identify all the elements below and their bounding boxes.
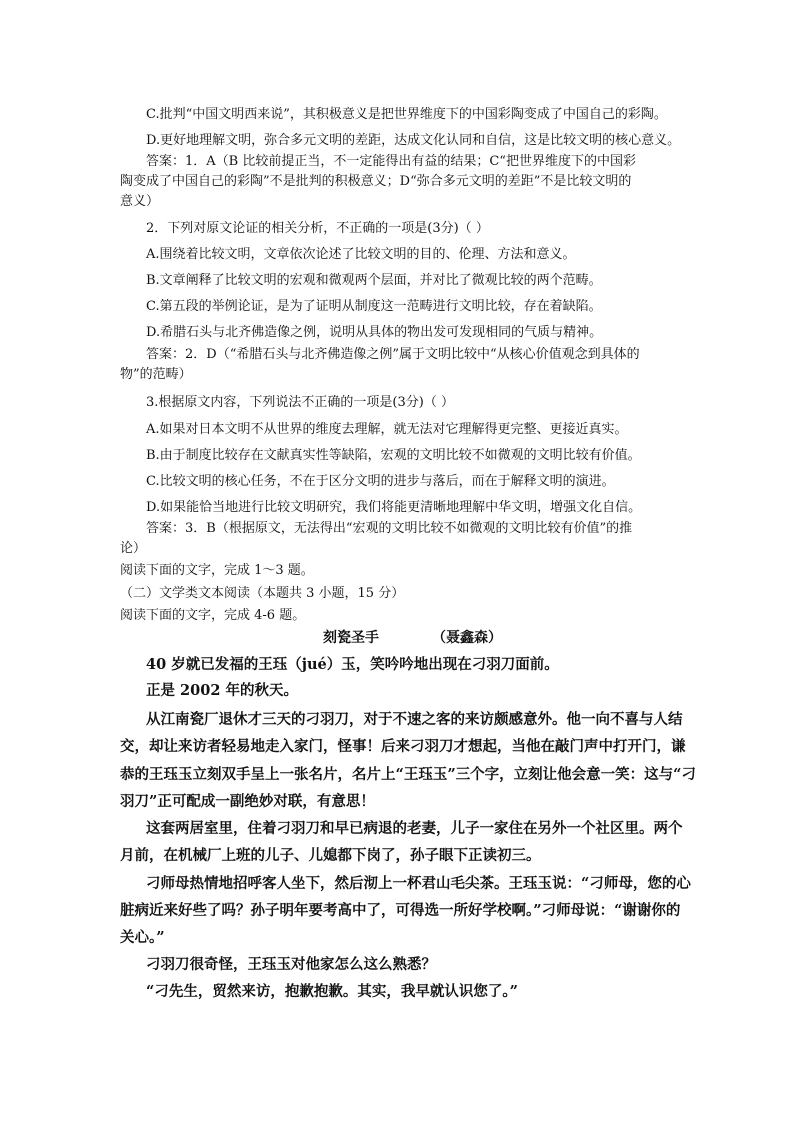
q2-stem: 2．下列对原文论证的相关分析，不正确的一项是(3分)（ ）: [146, 221, 489, 236]
story-paragraph-5-line-3: 关心。”: [120, 929, 165, 946]
instruction-read-1: 阅读下面的文字，完成 1～3 题。: [120, 563, 314, 578]
q3-option-a: A.如果对日本文明不从世界的维度去理解，就无法对它理解得更完整、更接近真实。: [146, 422, 628, 437]
story-paragraph-2: 正是 2002 年的秋天。: [146, 682, 298, 699]
q2-option-b: B.文章阐释了比较文明的宏观和微观两个层面，并对比了微观比较的两个范畴。: [146, 273, 602, 288]
story-paragraph-3-line-2: 交，却让来访者轻易地走入家门，怪事！后来刁羽刀才想起，当他在敲门声中打开门，谦: [120, 738, 686, 755]
q2-answer-line-2: 物”的范畴）: [120, 367, 192, 382]
story-paragraph-4-line-2: 月前，在机械厂上班的儿子、儿媳都下岗了，孙子眼下正读初三。: [120, 847, 541, 864]
story-title: 刻瓷圣手: [323, 630, 379, 646]
q1-answer-line-1: 答案：1．A（B 比较前提正当，不一定能得出有益的结果；C“把世界维度下的中国彩: [146, 154, 636, 169]
story-paragraph-5-line-2: 脏病近来好些了吗？孙子明年要考高中了，可得选一所好学校啊。”刁师母说：“谢谢你的: [120, 902, 681, 919]
q3-option-b: B.由于制度比较存在文献真实性等缺陷，宏观的文明比较不如微观的文明比较有价值。: [146, 448, 641, 463]
story-paragraph-7: “刁先生，贸然来访，抱歉抱歉。其实，我早就认识您了。”: [146, 983, 518, 1000]
story-paragraph-4-line-1: 这套两居室里，住着刁羽刀和早已病退的老妻，儿子一家住在另外一个社区里。两个: [146, 820, 683, 837]
story-paragraph-1: 40 岁就已发福的王珏（jué）玉，笑吟吟地出现在刁羽刀面前。: [146, 656, 559, 673]
q3-answer-line-1: 答案：3．B（根据原文，无法得出“宏观的文明比较不如微观的文明比较有价值”的推: [146, 521, 633, 536]
q2-option-c: C.第五段的举例论证，是为了证明从制度这一范畴进行文明比较，存在着缺陷。: [146, 299, 602, 314]
q2-option-d: D.希腊石头与北齐佛造像之例，说明从具体的物出发可发现相同的气质与精神。: [146, 325, 603, 340]
q1-answer-line-2: 陶变成了中国自己的彩陶”不是批判的积极意义；D“弥合多元文明的差距”不是比较文明的: [120, 174, 632, 189]
story-paragraph-3-line-1: 从江南瓷厂退休才三天的刁羽刀，对于不速之客的来访颇感意外。他一向不喜与人结: [146, 711, 683, 728]
story-paragraph-3-line-3: 恭的王珏玉立刻双手呈上一张名片，名片上“王珏玉”三个字，立刻让他会意一笑：这与“刁: [120, 766, 697, 783]
q2-option-a: A.围绕着比较文明，文章依次论述了比较文明的目的、伦理、方法和意义。: [146, 247, 576, 262]
q1-option-d: D.更好地理解文明，弥合多元文明的差距，达成文化认同和自信，这是比较文明的核心意义。: [146, 133, 681, 148]
story-author: （聂鑫森）: [432, 630, 502, 646]
q1-option-c: C.批判“中国文明西来说”，其积极意义是把世界维度下的中国彩陶变成了中国自己的彩陶。: [146, 107, 667, 122]
q3-option-d: D.如果能恰当地进行比较文明研究，我们将能更清晰地理解中华文明，增强文化自信。: [146, 500, 642, 515]
story-paragraph-6: 刁羽刀很奇怪，王珏玉对他家怎么这么熟悉？: [146, 956, 436, 973]
q3-stem: 3.根据原文内容，下列说法不正确的一项是(3分)（ ）: [146, 395, 454, 410]
story-paragraph-5-line-1: 刁师母热情地招呼客人坐下，然后沏上一杯君山毛尖茶。王珏玉说：“刁师母，您的心: [146, 875, 691, 892]
section-heading-literary: （二）文学类文本阅读（本题共 3 小题，15 分）: [120, 586, 405, 601]
story-paragraph-3-line-4: 羽刀”正可配成一副绝妙对联，有意思！: [120, 793, 375, 810]
q3-answer-line-2: 论）: [120, 541, 147, 556]
instruction-read-2: 阅读下面的文字，完成 4-6 题。: [120, 608, 306, 623]
q1-answer-line-3: 意义）: [120, 194, 160, 209]
q3-option-c: C.比较文明的核心任务，不在于区分文明的进步与落后，而在于解释文明的演进。: [146, 474, 615, 489]
q2-answer-line-1: 答案：2．D（“希腊石头与北齐佛造像之例”属于文明比较中“从核心价值观念到具体的: [146, 347, 640, 362]
